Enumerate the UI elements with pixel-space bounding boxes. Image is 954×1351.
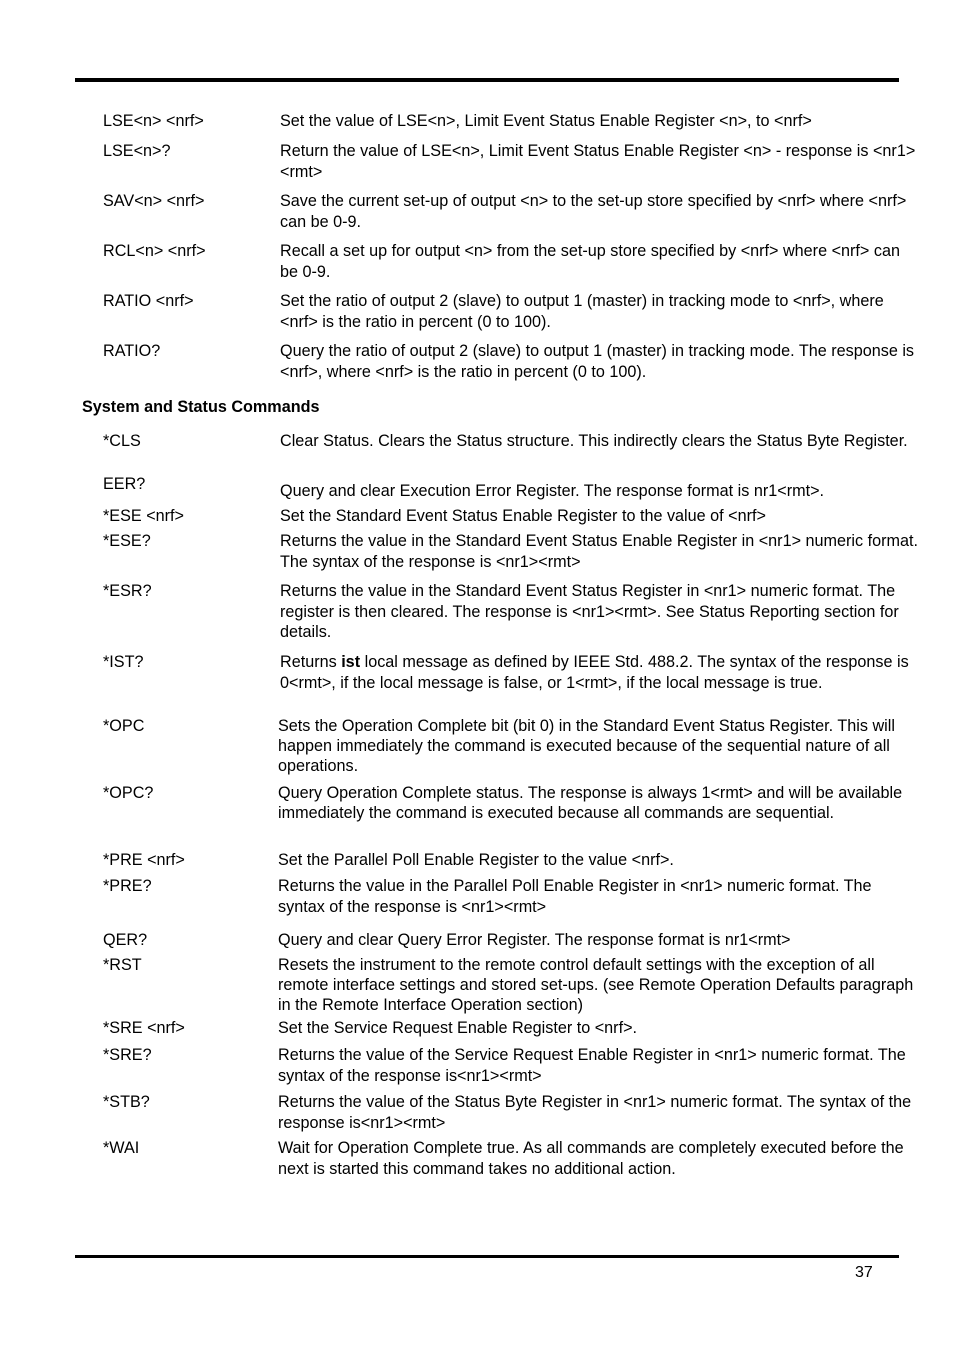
- command-name: *SRE <nrf>: [103, 1019, 185, 1037]
- command-name: LSE<n> <nrf>: [103, 112, 204, 130]
- command-description: Set the Parallel Poll Enable Register to the value <nrf>.: [278, 851, 674, 869]
- command-name: LSE<n>?: [103, 142, 171, 160]
- command-description: Clear Status. Clears the Status structure. This indirectly clears the Status Byte Register.: [280, 432, 908, 450]
- command-name: *WAI: [103, 1139, 140, 1157]
- command-description: Query and clear Query Error Register. The response format is nr1<rmt>: [278, 931, 791, 949]
- page-number: 37: [855, 1264, 873, 1281]
- command-name: *OPC?: [103, 784, 154, 802]
- command-description: Query the ratio of output 2 (slave) to output 1 (master) in tracking mode. The response is <nrf>, where <nrf> is the ratio in percent (0 to 100).: [280, 342, 915, 381]
- description-suffix: local message as defined by IEEE Std. 488.2. The syntax of the response is 0<rmt>, if the local message is false, or 1<rmt>, if the local message is true.: [280, 653, 909, 692]
- command-description: Set the ratio of output 2 (slave) to output 1 (master) in tracking mode to <nrf>, where <nrf> is the ratio in percent (0 to 100).: [280, 292, 884, 331]
- command-name: RATIO <nrf>: [103, 292, 194, 310]
- command-description: Sets the Operation Complete bit (bit 0) in the Standard Event Status Register. This will happen immediately the command is executed because of the sequential nature of all operations.: [278, 717, 895, 775]
- command-description: Returns the value of the Status Byte Register in <nr1> numeric format. The syntax of the response is<nr1><rmt>: [278, 1093, 912, 1132]
- command-name: *PRE <nrf>: [103, 851, 185, 869]
- description-bold-term: ist: [341, 653, 361, 671]
- command-description: Returns the value in the Standard Event Status Enable Register in <nr1> numeric format. The syntax of the response is <nr1><rmt>: [280, 532, 918, 571]
- command-name: QER?: [103, 931, 148, 949]
- command-description: Returns the value of the Service Request Enable Register in <nr1> numeric format. The syntax of the response is<nr1><rmt>: [278, 1046, 906, 1085]
- command-description: [280, 652, 920, 693]
- command-name: *RST: [103, 956, 142, 974]
- command-description: Set the value of LSE<n>, Limit Event Status Enable Register <n>, to <nrf>: [280, 112, 812, 130]
- command-name: *OPC: [103, 717, 145, 735]
- command-description: Return the value of LSE<n>, Limit Event Status Enable Register <n> - response is <nr1><rmt>: [280, 142, 916, 181]
- section-heading: System and Status Commands: [82, 398, 320, 416]
- command-name: *ESE <nrf>: [103, 507, 184, 525]
- command-name: *ESE?: [103, 532, 151, 550]
- command-description: Set the Standard Event Status Enable Register to the value of <nrf>: [280, 507, 766, 525]
- command-name: *ESR?: [103, 582, 152, 600]
- command-description: Set the Service Request Enable Register to <nrf>.: [278, 1019, 638, 1037]
- command-name: *PRE?: [103, 877, 152, 895]
- command-name: RCL<n> <nrf>: [103, 242, 206, 260]
- command-description: Recall a set up for output <n> from the set-up store specified by <nrf> where <nrf> can be 0-9.: [280, 242, 900, 281]
- command-description: Wait for Operation Complete true. As all commands are completely executed before the next is started this command takes no additional action.: [278, 1139, 904, 1178]
- command-description: Resets the instrument to the remote control default settings with the exception of all remote interface settings and stored set-ups. (see Remote Operation Defaults paragraph in the Remote Interface Operation section): [278, 956, 914, 1014]
- command-description: Save the current set-up of output <n> to the set-up store specified by <nrf> where <nrf> can be 0-9.: [280, 192, 907, 231]
- command-description: Query Operation Complete status. The response is always 1<rmt> and will be available immediately the command is executed because all commands are sequential.: [278, 784, 903, 822]
- header-rule: [75, 78, 899, 82]
- command-description: Returns the value in the Standard Event Status Register in <nr1> numeric format. The register is then cleared. The response is <nr1><rmt>. See Status Reporting section for details.: [280, 582, 899, 641]
- footer-rule: [75, 1255, 899, 1258]
- command-description: Query and clear Execution Error Register. The response format is nr1<rmt>.: [280, 482, 825, 500]
- command-name: EER?: [103, 475, 146, 493]
- command-description: Returns the value in the Parallel Poll Enable Register in <nr1> numeric format. The syntax of the response is <nr1><rmt>: [278, 877, 872, 916]
- command-name: *IST?: [103, 653, 144, 671]
- command-name: *CLS: [103, 432, 141, 450]
- command-name: *SRE?: [103, 1046, 152, 1064]
- command-name: SAV<n> <nrf>: [103, 192, 205, 210]
- command-name: *STB?: [103, 1093, 150, 1111]
- command-name: RATIO?: [103, 342, 161, 360]
- description-prefix: Returns: [280, 653, 342, 671]
